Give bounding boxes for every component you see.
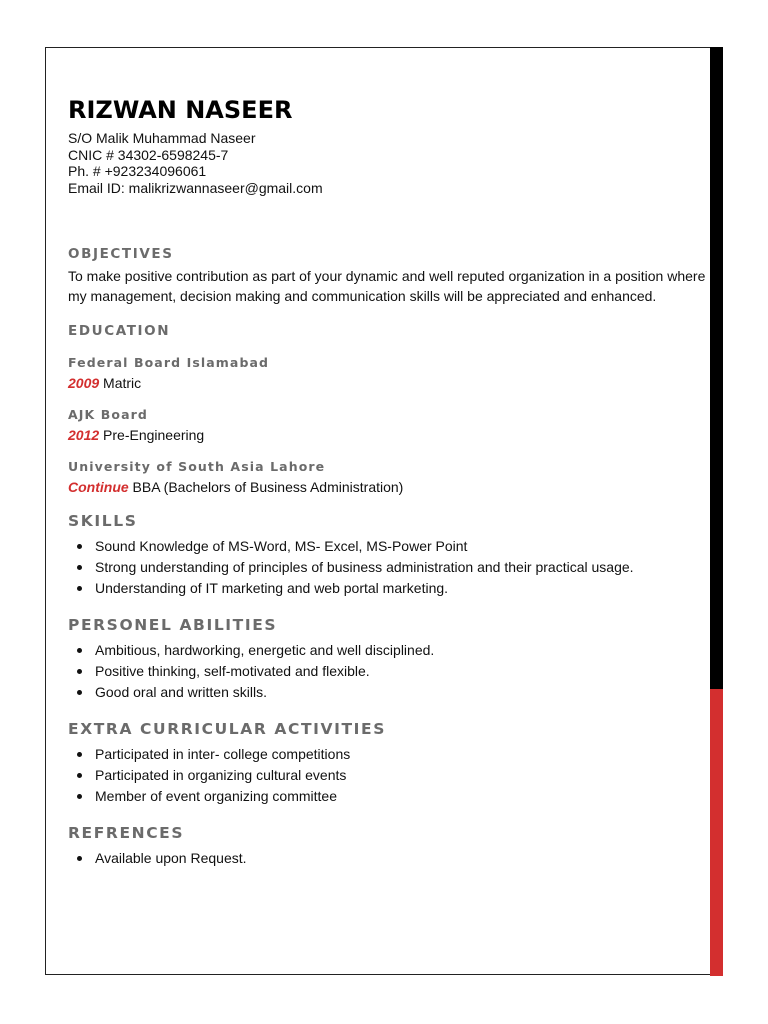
education-entry: [68, 355, 708, 391]
education-year: 2012: [68, 427, 100, 443]
email-line: Email ID: malikrizwannaseer@gmail.com: [68, 179, 323, 196]
extra-curricular-list: [68, 744, 708, 807]
education-degree: BBA (Bachelors of Business Administration): [128, 479, 404, 495]
education-entry: [68, 459, 708, 495]
abilities-list: [68, 640, 708, 703]
side-bar-black: [710, 47, 723, 689]
education-degree: Matric: [99, 375, 142, 391]
education-year: Continue: [68, 479, 129, 495]
list-item: Ambitious, hardworking, energetic and well disciplined.: [95, 640, 708, 661]
education-line: [68, 479, 708, 495]
cnic-line: CNIC # 34302-6598245-7: [68, 146, 229, 163]
resume-content: [68, 96, 708, 869]
list-item: Good oral and written skills.: [95, 682, 708, 703]
education-degree: Pre-Engineering: [99, 427, 205, 443]
references-heading: REFRENCES: [68, 824, 185, 842]
candidate-name: RIZWAN NASEER: [68, 96, 293, 124]
skills-heading: SKILLS: [68, 512, 138, 530]
education-heading: EDUCATION: [68, 323, 171, 339]
education-institution: AJK Board: [68, 407, 148, 422]
education-institution: Federal Board Islamabad: [68, 355, 270, 370]
list-item: Member of event organizing committee: [95, 786, 708, 807]
list-item: Sound Knowledge of MS-Word, MS- Excel, MS-Power Point: [95, 536, 708, 557]
abilities-heading: PERSONEL ABILITIES: [68, 616, 278, 634]
education-entry: [68, 407, 708, 443]
list-item: Available upon Request.: [95, 848, 708, 869]
objectives-text: To make positive contribution as part of your dynamic and well reputed organization in a position where my management, decision making and communication skills will be appreciated and enhanced.: [68, 268, 706, 304]
references-list: [68, 848, 708, 869]
phone-line: Ph. # +923234096061: [68, 163, 207, 179]
skills-list: [68, 536, 708, 599]
extra-curricular-heading: EXTRA CURRICULAR ACTIVITIES: [68, 720, 386, 738]
objectives-heading: OBJECTIVES: [68, 246, 174, 262]
list-item: Participated in organizing cultural events: [95, 765, 708, 786]
education-year: 2009: [68, 375, 100, 391]
side-bar-red: [710, 689, 723, 976]
list-item: Understanding of IT marketing and web portal marketing.: [95, 578, 708, 599]
education-line: [68, 427, 708, 443]
parent-line: S/O Malik Muhammad Naseer: [68, 130, 256, 146]
list-item: Positive thinking, self-motivated and flexible.: [95, 661, 708, 682]
education-institution: University of South Asia Lahore: [68, 459, 326, 474]
list-item: Participated in inter- college competitions: [95, 744, 708, 765]
education-line: [68, 375, 708, 391]
list-item: Strong understanding of principles of business administration and their practical usage.: [95, 557, 708, 578]
